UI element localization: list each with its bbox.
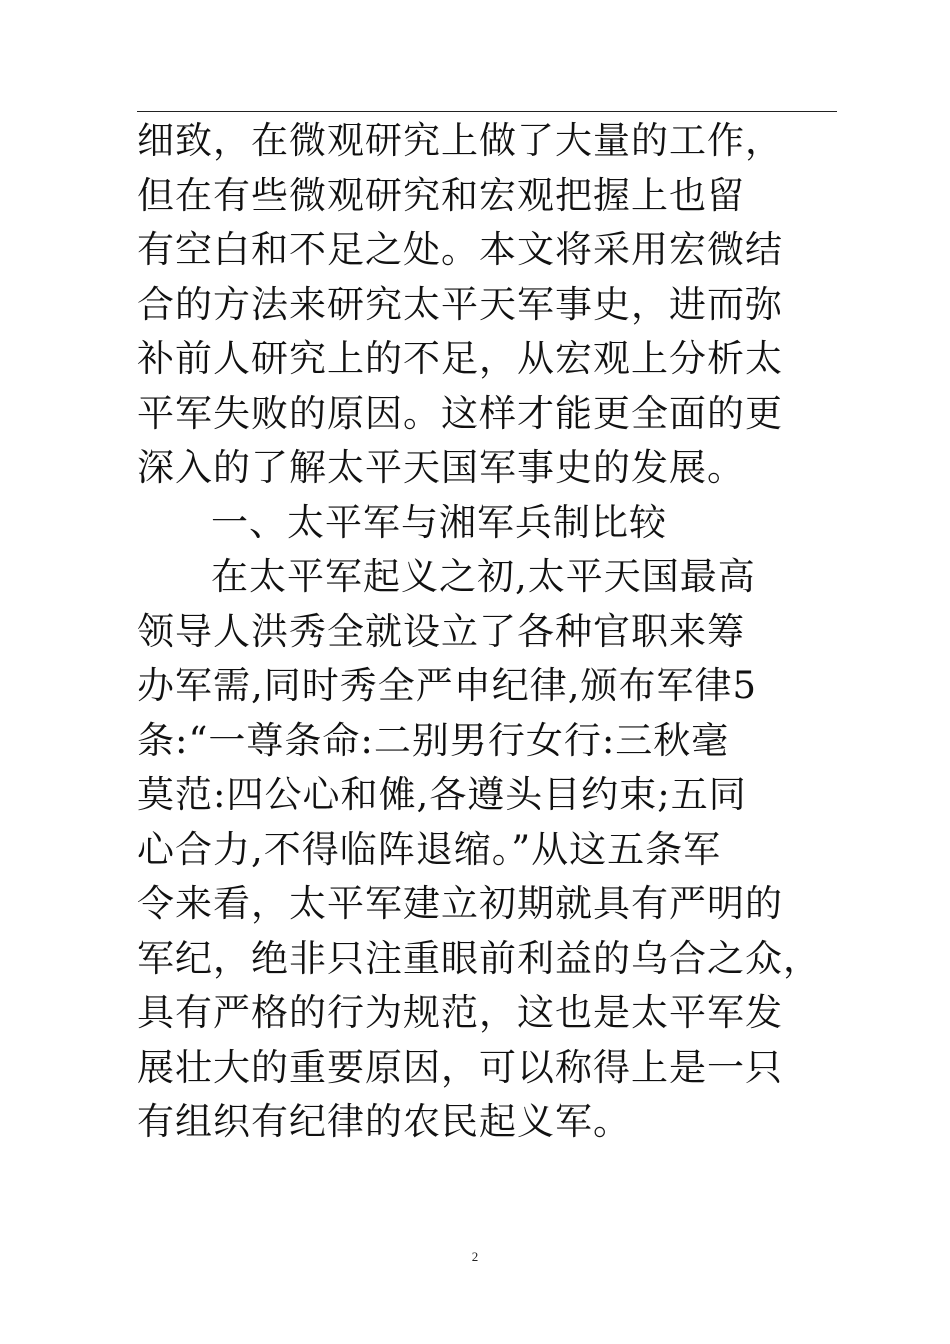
text-line: 具有严格的行为规范，这也是太平军发 — [137, 991, 783, 1034]
text-line: 有组织有纪律的农民起义军。 — [137, 1100, 631, 1143]
text-line: 展壮大的重要原因，可以称得上是一只 — [137, 1045, 783, 1089]
header-rule — [137, 111, 837, 112]
text-line: 心合力,不得临阵退缩。”从这五条军 — [137, 827, 722, 871]
text-line: 莫范:四公心和傩,各遵头目约束;五同 — [137, 773, 747, 816]
text-line: 令来看，太平军建立初期就具有严明的 — [137, 882, 783, 925]
text-line: 领导人洪秀全就设立了各种官职来筹 — [137, 609, 745, 653]
text-line: 办军需,同时秀全严申纪律,颁布军律5 — [137, 664, 758, 707]
text-line: 合的方法来研究太平天军事史，进而弥 — [137, 282, 783, 326]
text-line: 补前人研究上的不足，从宏观上分析太 — [137, 337, 783, 380]
text-line: 条:“一尊条命:二别男行女行:三秋毫 — [137, 718, 730, 762]
body-text — [137, 114, 849, 1150]
text-line: 军纪，绝非只注重眼前利益的乌合之众， — [137, 936, 821, 980]
text-line: 平军失败的原因。这样才能更全面的更 — [137, 391, 783, 435]
section-heading: 一、太平军与湘军兵制比较 — [211, 500, 667, 544]
text-line: 细致，在微观研究上做了大量的工作， — [137, 119, 783, 162]
page-number: 2 — [471, 1249, 479, 1264]
text-line: 但在有些微观研究和宏观把握上也留 — [137, 173, 745, 217]
text-line: 深入的了解太平天国军事史的发展。 — [137, 446, 745, 489]
text-line: 有空白和不足之处。本文将采用宏微结 — [137, 228, 783, 271]
text-line: 在太平军起义之初,太平天国最高 — [211, 555, 756, 598]
